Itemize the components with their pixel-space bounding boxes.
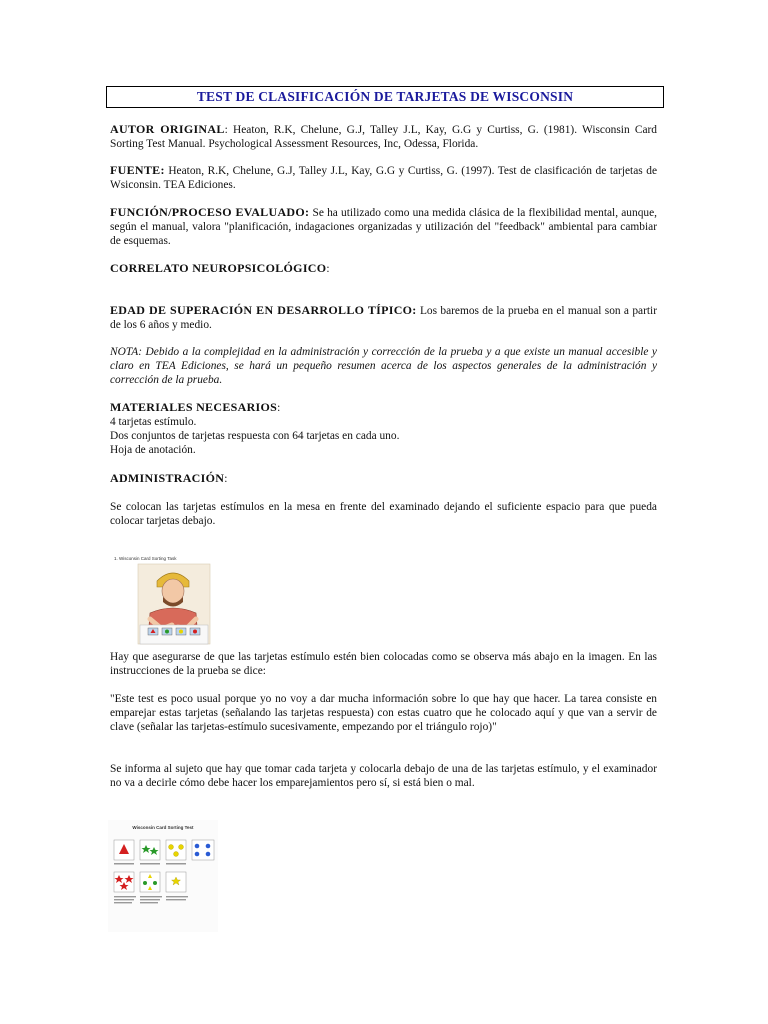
funcion-text: Se ha utilizado como una medida clásica de la flexibilidad mental, aunque, según el manual, valora "planificación, indagaciones organizadas y utilización del "feedback" ambiental para cambiar de esquemas. (110, 207, 657, 247)
wcst-cards-figure (108, 820, 218, 932)
autor-original-text: : Heaton, R.K, Chelune, G.J, Talley J.L, Kay, G.G y Curtiss, G. (1981). Wisconsin Card Sorting Test Manual. Psychological Assessment Resources, Inc, Odessa, Florida. (110, 124, 657, 150)
fuente-label: FUENTE: (110, 163, 165, 177)
correlato-text: : (326, 263, 330, 275)
materiales-item: 4 tarjetas estímulo. (110, 416, 197, 428)
materiales-section (110, 400, 657, 457)
edad-label: EDAD DE SUPERACIÓN EN DESARROLLO TÍPICO: (110, 303, 417, 317)
fuente-paragraph (110, 163, 657, 192)
funcion-paragraph (110, 205, 657, 248)
administracion-heading (110, 471, 657, 486)
figure1-caption: 1. Wisconsin Card Sorting Task (114, 556, 177, 561)
instruction-quote-paragraph: "Este test es poco usual porque yo no voy a dar mucha información sobre lo que hay que hacer. La tarea consiste en emparejar estas tarjetas (señalando las tarjetas respuesta) con estas cuatro que he colocado aquí y que van a servir de clave (señalar las tarjetas-estímulo sucesivamente, empezando por el triángulo rojo)" (110, 693, 657, 733)
document-title: TEST DE CLASIFICACIÓN DE TARJETAS DE WISCONSIN (106, 86, 664, 108)
materiales-label: MATERIALES NECESARIOS (110, 400, 278, 414)
autor-original-label: AUTOR ORIGINAL (110, 122, 225, 136)
materiales-item: Dos conjuntos de tarjetas respuesta con 64 tarjetas en cada uno. (110, 430, 400, 442)
materiales-colon: : (277, 402, 281, 414)
administracion-colon: : (224, 473, 228, 485)
edad-text: Los baremos de la prueba en el manual son a partir de los 6 años y medio. (110, 305, 657, 331)
wcst-cards-drawing (108, 820, 218, 932)
materiales-item: Hoja de anotación. (110, 444, 196, 456)
funcion-label: FUNCIÓN/PROCESO EVALUADO: (110, 205, 310, 219)
colocan-paragraph: Se colocan las tarjetas estímulos en la mesa en frente del examinado dejando el suficiente espacio para que pueda colocar tarjetas debajo. (110, 501, 657, 527)
informa-paragraph: Se informa al sujeto que hay que tomar cada tarjeta y colocarla debajo de una de las tarjetas estímulo, y el examinador no va a decirle cómo debe hacer los emparejamientos pero sí, si está bien o mal. (110, 763, 657, 789)
administracion-label: ADMINISTRACIÓN (110, 471, 225, 485)
correlato-paragraph (110, 261, 657, 276)
correlato-label: CORRELATO NEUROPSICOLÓGICO (110, 261, 327, 275)
autor-original-paragraph (110, 122, 657, 151)
wisconsin-task-drawing (112, 553, 240, 647)
nota-paragraph: NOTA: Debido a la complejidad en la administración y corrección de la prueba y a que existe un manual accesible y claro en TEA Ediciones, se hará un pequeño resumen acerca de los aspectos generales de la administración y corrección de la prueba. (110, 346, 657, 386)
edad-paragraph (110, 303, 657, 332)
figure2-caption: Wisconsin Card Sorting Test (132, 825, 194, 830)
asegurarse-paragraph: Hay que asegurarse de que las tarjetas estímulo estén bien colocadas como se observa más abajo en la imagen. En las instrucciones de la prueba se dice: (110, 651, 657, 677)
fuente-text: Heaton, R.K, Chelune, G.J, Talley J.L, Kay, G.G y Curtiss, G. (1997). Test de clasificación de tarjetas de Wsiconsin. TEA Ediciones. (110, 165, 657, 191)
wisconsin-task-illustration (112, 553, 240, 647)
